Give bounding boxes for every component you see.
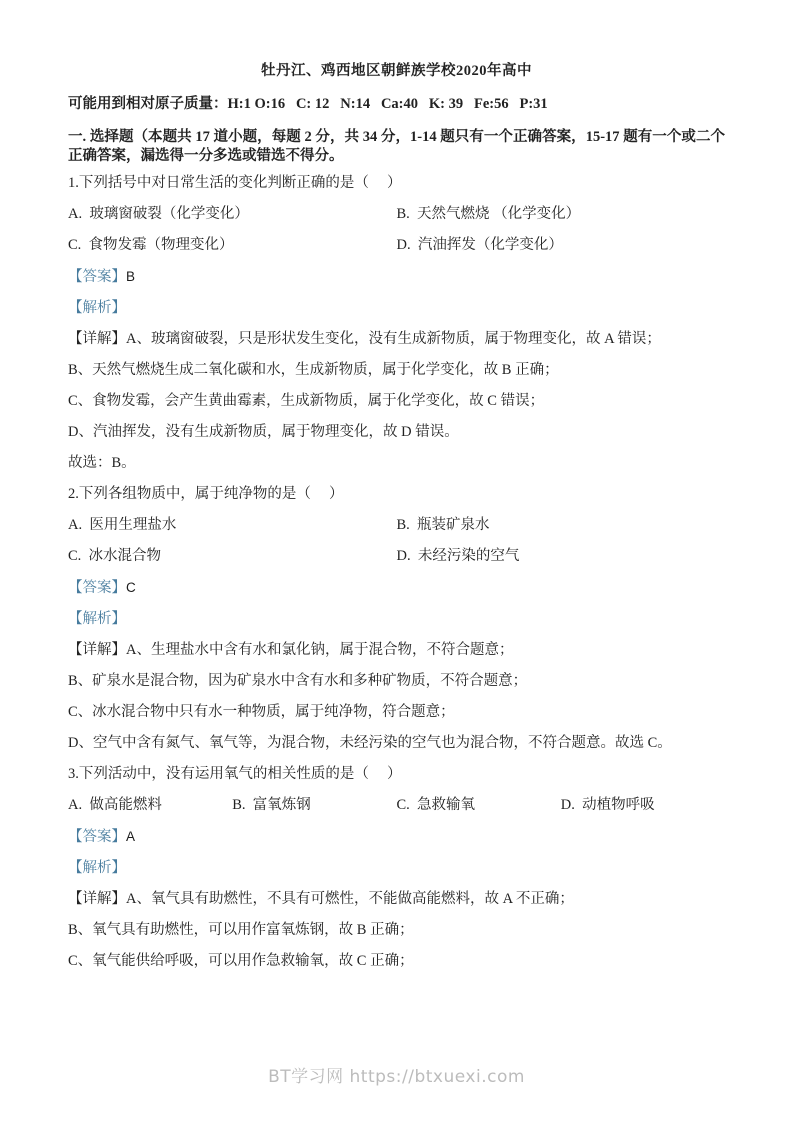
analysis-label: 【解析】	[68, 300, 126, 316]
analysis-label: 【解析】	[68, 611, 126, 627]
question-2-analysis-line: B、矿泉水是混合物，因为矿泉水中含有水和多种矿物质，不符合题意；	[68, 673, 528, 689]
question-3-analysis-line: B、氧气具有助燃性，可以用作富氧炼钢，故 B 正确；	[68, 922, 414, 938]
question-2-options	[68, 516, 725, 578]
question-2-answer-line	[68, 578, 725, 598]
watermark: BT学习网 https://btxuexi.com	[268, 1067, 525, 1087]
question-3-option-b: B. 富氧炼钢	[232, 797, 311, 813]
question-3-answer-line	[68, 827, 725, 847]
question-2-text: 2.下列各组物质中，属于纯净物的是（ ）	[68, 486, 344, 502]
question-1-options	[68, 205, 725, 267]
question-1-option-d: D. 汽油挥发（化学变化）	[396, 237, 563, 253]
question-3-option-c: C. 急救输氧	[396, 797, 476, 813]
question-1-answer-line	[68, 267, 725, 287]
question-1-analysis-line: B、天然气燃烧生成二氧化碳和水，生成新物质，属于化学变化，故 B 正确；	[68, 362, 559, 378]
question-2-option-d: D. 未经污染的空气	[396, 548, 520, 564]
question-3-analysis-line: 【详解】A、氧气具有助燃性，不具有可燃性，不能做高能燃料，故 A 不正确；	[68, 891, 574, 907]
exam-title: 牡丹江、鸡西地区朝鲜族学校2020年高中	[261, 63, 532, 79]
question-2-analysis-line: D、空气中含有氮气、氧气等，为混合物，未经污染的空气也为混合物，不符合题意。故选 C。	[68, 735, 672, 751]
answer-label: 【答案】	[68, 580, 126, 596]
question-2-option-b: B. 瓶装矿泉水	[396, 517, 490, 533]
question-2-analysis-line: C、冰水混合物中只有水一种物质，属于纯净物，符合题意；	[68, 704, 455, 720]
question-1-option-b: B. 天然气燃烧 （化学变化）	[396, 206, 581, 222]
question-1-analysis-line: 故选：B。	[68, 455, 136, 471]
analysis-label: 【解析】	[68, 860, 126, 876]
question-3-option-a: A. 做高能燃料	[68, 797, 162, 813]
answer-label: 【答案】	[68, 269, 126, 285]
atomic-mass-note: 可能用到相对原子质量：H:1 O:16 C: 12 N:14 Ca:40 K: 39 Fe:56 P:31	[68, 96, 548, 112]
question-1-text: 1.下列括号中对日常生活的变化判断正确的是（ ）	[68, 175, 402, 191]
question-3	[68, 765, 725, 971]
question-3-option-d: D. 动植物呼吸	[560, 797, 655, 813]
question-3-analysis-line: C、氧气能供给呼吸，可以用作急救输氧，故 C 正确；	[68, 953, 414, 969]
question-1-analysis-line: D、汽油挥发，没有生成新物质，属于物理变化，故 D 错误。	[68, 424, 459, 440]
question-1-analysis-line: 【详解】A、玻璃窗破裂，只是形状发生变化，没有生成新物质，属于物理变化，故 A 错误；	[68, 331, 661, 347]
question-1-option-c: C. 食物发霉（物理变化）	[68, 237, 234, 253]
answer-value: B	[126, 269, 136, 284]
question-1-analysis-line: C、食物发霉，会产生黄曲霉素，生成新物质，属于化学变化，故 C 错误；	[68, 393, 545, 409]
answer-value: A	[126, 829, 136, 844]
answer-label: 【答案】	[68, 829, 126, 845]
question-2-analysis-line: 【详解】A、生理盐水中含有水和氯化钠，属于混合物，不符合题意；	[68, 642, 514, 658]
question-3-options	[68, 796, 725, 827]
question-2-option-c: C. 冰水混合物	[68, 548, 162, 564]
question-2-option-a: A. 医用生理盐水	[68, 517, 177, 533]
question-2	[68, 485, 725, 753]
section-heading: 一. 选择题（本题共 17 道小题，每题 2 分，共 34 分，1-14 题只有一个正确答案，15-17 题有一个或二个正确答案，漏选得一分多选或错选不得分。	[68, 129, 725, 164]
question-1-option-a: A. 玻璃窗破裂（化学变化）	[68, 206, 249, 222]
answer-value: C	[126, 580, 136, 595]
question-3-text: 3.下列活动中，没有运用氧气的相关性质的是（ ）	[68, 766, 402, 782]
question-1	[68, 174, 725, 473]
